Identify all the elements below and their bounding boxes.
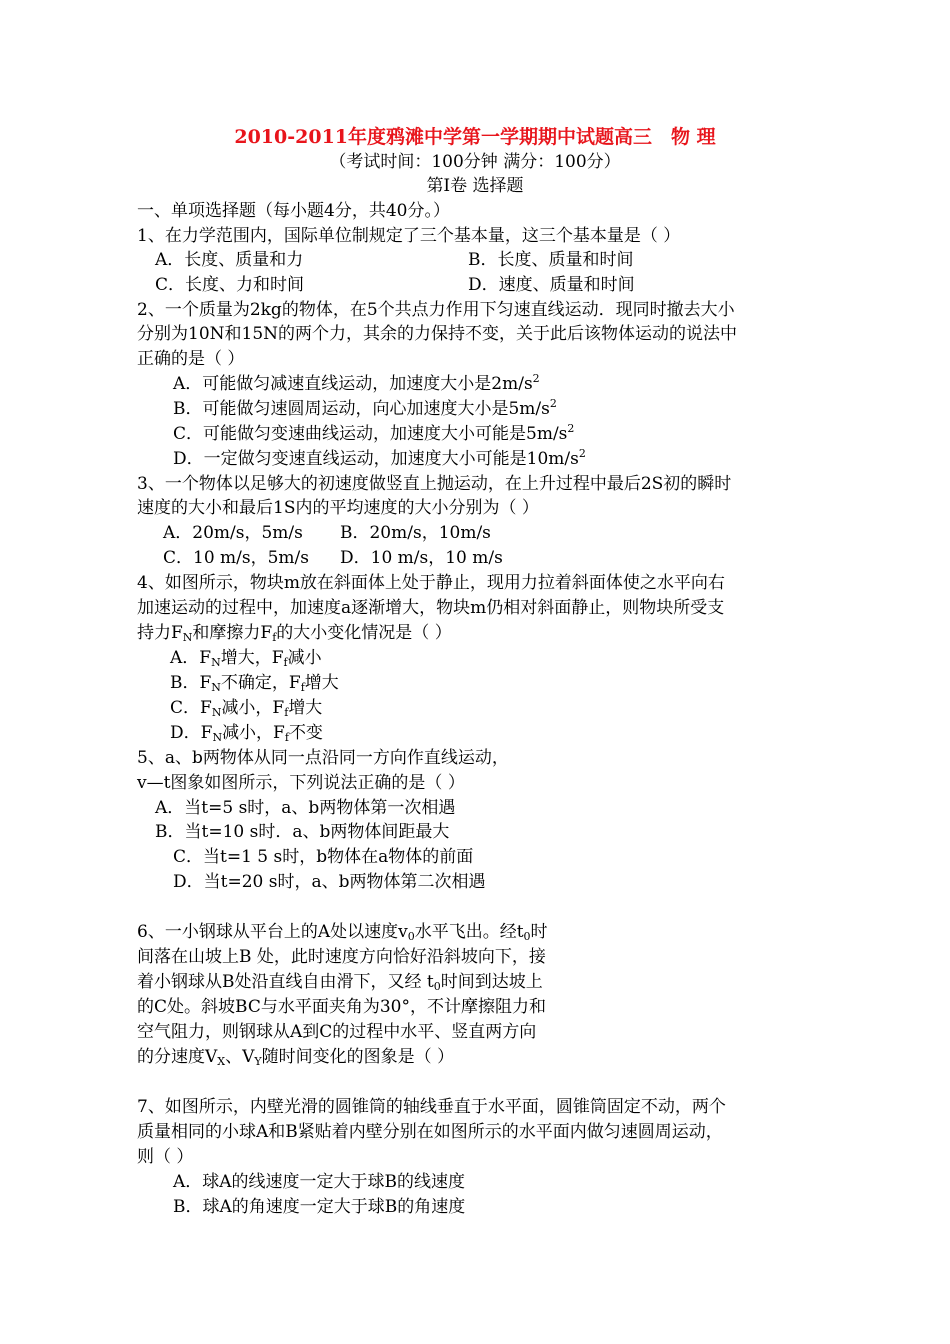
q6-stem-line1: 6、一小钢球从平台上的A处以速度$v_0$水平飞出。经$t_0$时 [137, 922, 548, 943]
q1-option-c: C．长度、力和时间 [155, 275, 305, 295]
part-heading: 第Ⅰ卷 选择题 [426, 176, 524, 196]
q1-option-d: D．速度、质量和时间 [468, 275, 635, 295]
q7-stem-line2: 质量相同的小球A和B紧贴着内壁分别在如图所示的水平面内做匀速圆周运动， [137, 1122, 723, 1142]
q7-option-b: B．球A的角速度一定大于球B的角速度 [173, 1197, 466, 1217]
q5-option-a: A．当t=5 s时，a、b两物体第一次相遇 [155, 798, 456, 818]
q1-option-b: B．长度、质量和时间 [468, 250, 634, 270]
q6-stem-line4: 的C处。斜坡BC与水平面夹角为30°，不计摩擦阻力和 [137, 997, 546, 1017]
q6-stem-line3: 着小钢球从B处沿直线自由滑下，又经 $t_0$时间到达坡上 [137, 972, 543, 993]
q5-option-c: C．当t=1 5 s时，b物体在a物体的前面 [173, 847, 474, 867]
q2-stem-line2: 分别为10N和15N的两个力，其余的力保持不变，关于此后该物体运动的说法中 [137, 324, 738, 344]
q4-option-c: C．$F_N$减小，$F_f$增大 [170, 698, 323, 719]
q4-option-b: B．$F_N$不确定，$F_f$增大 [170, 673, 339, 694]
q7-option-a: A．球A的线速度一定大于球B的线速度 [173, 1172, 466, 1192]
q4-option-d: D．$F_N$减小，$F_f$不变 [170, 723, 323, 744]
q2-option-b: B．可能做匀速圆周运动，向心加速度大小是$5m/s^2$ [173, 397, 557, 419]
q5-option-d: D．当t=20 s时，a、b两物体第二次相遇 [173, 872, 486, 892]
q2-stem-line3: 正确的是（ ） [137, 349, 245, 369]
q3-stem-line1: 3、一个物体以足够大的初速度做竖直上抛运动，在上升过程中最后2S初的瞬时 [137, 474, 732, 494]
q5-stem-line2: v—t图象如图所示，下列说法正确的是（ ） [137, 773, 465, 793]
q6-stem-line5: 空气阻力，则钢球从A到C的过程中水平、竖直两方向 [137, 1022, 537, 1042]
q4-option-a: A．$F_N$增大，$F_f$减小 [170, 648, 322, 669]
q1-option-a: A．长度、质量和力 [155, 250, 304, 270]
q6-stem-line2: 间落在山坡上B 处，此时速度方向恰好沿斜坡向下，接 [137, 947, 546, 967]
q3-stem-line2: 速度的大小和最后1S内的平均速度的大小分别为（ ） [137, 498, 539, 518]
q4-stem-line3: 持力$F_N$和摩擦力$F_f$的大小变化情况是（ ） [137, 623, 452, 644]
q7-stem-line1: 7、如图所示，内壁光滑的圆锥筒的轴线垂直于水平面，圆锥筒固定不动，两个 [137, 1097, 726, 1117]
q5-stem-line1: 5、a、b两物体从同一点沿同一方向作直线运动， [137, 748, 509, 768]
q2-option-d: D．一定做匀变速直线运动，加速度大小可能是$10m/s^2$ [173, 447, 586, 469]
q7-stem-line3: 则（ ） [137, 1147, 194, 1167]
q2-stem-line1: 2、一个质量为2kg的物体，在5个共点力作用下匀速直线运动．现同时撤去大小 [137, 300, 735, 320]
q5-option-b: B．当t=10 s时．a、b两物体间距最大 [155, 822, 450, 842]
exam-title: 2010-2011年度鸦滩中学第一学期期中试题高三 物 理 [234, 126, 716, 148]
q3-option-a: A．20m/s，5m/s [163, 523, 303, 543]
exam-info: （考试时间：100分钟 满分：100分） [329, 152, 621, 172]
q3-option-c: C．10 m/s，5m/s [163, 548, 310, 568]
q6-stem-line6: 的分速度$V_X$、$V_Y$随时间变化的图象是（ ） [137, 1047, 455, 1068]
q4-stem-line1: 4、如图所示，物块m放在斜面体上处于静止，现用力拉着斜面体使之水平向右 [137, 573, 725, 593]
section-heading: 一、单项选择题（每小题4分，共40分。） [137, 201, 450, 221]
q3-option-b: B．20m/s，10m/s [340, 523, 491, 543]
q1-stem: 1、在力学范围内，国际单位制规定了三个基本量，这三个基本量是（ ） [137, 226, 681, 246]
q3-option-d: D．10 m/s，10 m/s [340, 548, 503, 568]
q2-option-a: A．可能做匀减速直线运动，加速度大小是$2m/s^2$ [173, 372, 540, 394]
q2-option-c: C．可能做匀变速曲线运动，加速度大小可能是$5m/s^2$ [173, 422, 575, 444]
q4-stem-line2: 加速运动的过程中，加速度a逐渐增大，物块m仍相对斜面静止，则物块所受支 [137, 598, 725, 618]
